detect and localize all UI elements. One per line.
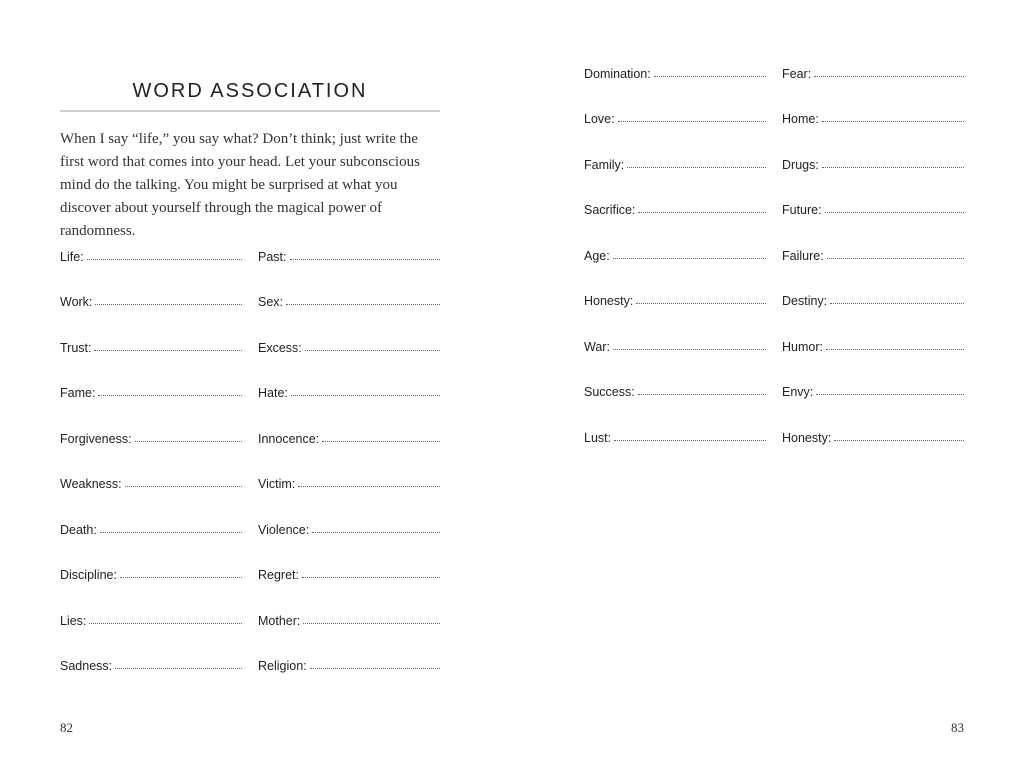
field-label: Forgiveness: bbox=[60, 432, 132, 446]
answer-field-victim[interactable] bbox=[258, 471, 440, 491]
answer-field-mother[interactable] bbox=[258, 608, 440, 628]
field-label: Violence: bbox=[258, 523, 310, 537]
answer-line bbox=[654, 76, 766, 77]
answer-line bbox=[638, 394, 766, 395]
field-label: Domination: bbox=[584, 67, 651, 81]
answer-line bbox=[305, 350, 440, 351]
field-label: Sex: bbox=[258, 295, 284, 309]
field-label: Innocence: bbox=[258, 432, 320, 446]
answer-field-discipline[interactable] bbox=[60, 562, 242, 582]
answer-line bbox=[120, 577, 242, 578]
answer-field-sex[interactable] bbox=[258, 289, 440, 309]
field-label: Trust: bbox=[60, 341, 92, 355]
answer-line bbox=[613, 258, 766, 259]
page-number-left: 82 bbox=[60, 720, 73, 735]
field-label: Hate: bbox=[258, 386, 288, 400]
field-label: Success: bbox=[584, 385, 635, 399]
field-label: Home: bbox=[782, 112, 819, 126]
answer-line bbox=[89, 623, 242, 624]
field-label: Excess: bbox=[258, 341, 302, 355]
field-label: Honesty: bbox=[584, 294, 634, 308]
answer-field-fame[interactable] bbox=[60, 380, 242, 400]
answer-field-weakness[interactable] bbox=[60, 471, 242, 491]
field-label: Humor: bbox=[782, 340, 823, 354]
answer-field-lies[interactable] bbox=[60, 608, 242, 628]
answer-field-love[interactable] bbox=[584, 106, 766, 126]
answer-line bbox=[322, 441, 440, 442]
answer-line bbox=[303, 623, 440, 624]
answer-field-failure[interactable] bbox=[782, 243, 964, 263]
field-label: Love: bbox=[584, 112, 615, 126]
answer-field-sacrifice[interactable] bbox=[584, 197, 766, 217]
answer-line bbox=[636, 303, 766, 304]
answer-line bbox=[822, 121, 964, 122]
answer-field-future[interactable] bbox=[782, 197, 964, 217]
answer-line bbox=[290, 259, 441, 260]
answer-line bbox=[95, 304, 242, 305]
answer-line bbox=[115, 668, 242, 669]
field-label: Weakness: bbox=[60, 477, 122, 491]
answer-line bbox=[822, 167, 964, 168]
field-label: Discipline: bbox=[60, 568, 117, 582]
answer-field-trust[interactable] bbox=[60, 335, 242, 355]
answer-line bbox=[834, 440, 964, 441]
answer-line bbox=[826, 349, 964, 350]
answer-field-regret[interactable] bbox=[258, 562, 440, 582]
field-label: Drugs: bbox=[782, 158, 819, 172]
answer-field-sadness[interactable] bbox=[60, 653, 242, 673]
answer-field-work[interactable] bbox=[60, 289, 242, 309]
answer-field-lust[interactable] bbox=[584, 425, 766, 445]
answer-field-humor[interactable] bbox=[782, 334, 964, 354]
field-label: Fame: bbox=[60, 386, 96, 400]
answer-field-success[interactable] bbox=[584, 379, 766, 399]
answer-line bbox=[830, 303, 964, 304]
field-label: Regret: bbox=[258, 568, 299, 582]
answer-field-forgiveness[interactable] bbox=[60, 426, 242, 446]
answer-field-family[interactable] bbox=[584, 152, 766, 172]
answer-field-past[interactable] bbox=[258, 244, 440, 264]
field-label: Envy: bbox=[782, 385, 814, 399]
answer-field-domination[interactable] bbox=[584, 61, 766, 81]
answer-field-drugs[interactable] bbox=[782, 152, 964, 172]
field-label: Family: bbox=[584, 158, 625, 172]
field-label: Sacrifice: bbox=[584, 203, 636, 217]
answer-field-war[interactable] bbox=[584, 334, 766, 354]
field-label: Religion: bbox=[258, 659, 307, 673]
answer-line bbox=[825, 212, 964, 213]
answer-line bbox=[291, 395, 440, 396]
field-label: War: bbox=[584, 340, 610, 354]
answer-field-home[interactable] bbox=[782, 106, 964, 126]
page-number-right: 83 bbox=[951, 720, 964, 735]
answer-field-honesty[interactable] bbox=[584, 288, 766, 308]
field-label: Future: bbox=[782, 203, 822, 217]
answer-line bbox=[125, 486, 242, 487]
answer-line bbox=[302, 577, 440, 578]
field-label: Sadness: bbox=[60, 659, 113, 673]
field-label: Failure: bbox=[782, 249, 824, 263]
answer-line bbox=[94, 350, 242, 351]
field-label: Fear: bbox=[782, 67, 812, 81]
answer-line bbox=[310, 668, 440, 669]
field-label: Lust: bbox=[584, 431, 612, 445]
title-rule bbox=[60, 110, 440, 112]
answer-field-fear[interactable] bbox=[782, 61, 964, 81]
field-label: Age: bbox=[584, 249, 610, 263]
field-label: Mother: bbox=[258, 614, 301, 628]
answer-line bbox=[98, 395, 242, 396]
answer-line bbox=[312, 532, 440, 533]
answer-line bbox=[135, 441, 242, 442]
answer-line bbox=[613, 349, 766, 350]
answer-line bbox=[627, 167, 766, 168]
field-label: Honesty: bbox=[782, 431, 832, 445]
field-label: Victim: bbox=[258, 477, 296, 491]
answer-field-hate[interactable] bbox=[258, 380, 440, 400]
answer-field-death[interactable] bbox=[60, 517, 242, 537]
answer-field-destiny[interactable] bbox=[782, 288, 964, 308]
field-label: Work: bbox=[60, 295, 93, 309]
answer-field-violence[interactable] bbox=[258, 517, 440, 537]
field-label: Death: bbox=[60, 523, 97, 537]
field-label: Destiny: bbox=[782, 294, 828, 308]
answer-field-envy[interactable] bbox=[782, 379, 964, 399]
answer-field-life[interactable] bbox=[60, 244, 242, 264]
answer-line bbox=[87, 259, 242, 260]
answer-line bbox=[614, 440, 766, 441]
field-label: Life: bbox=[60, 250, 84, 264]
field-label: Past: bbox=[258, 250, 287, 264]
answer-field-religion[interactable] bbox=[258, 653, 440, 673]
field-label: Lies: bbox=[60, 614, 87, 628]
answer-line bbox=[814, 76, 964, 77]
intro-paragraph: When I say “life,” you say what? Don’t think; just write the first word that comes into your head. Let your subconscious mind do the talking. You might be surprised at what you discover about yourself through the magical power of randomness. bbox=[60, 131, 420, 239]
answer-field-innocence[interactable] bbox=[258, 426, 440, 446]
answer-line bbox=[298, 486, 440, 487]
answer-field-excess[interactable] bbox=[258, 335, 440, 355]
answer-line bbox=[100, 532, 242, 533]
right-page bbox=[512, 0, 1024, 770]
page-title: WORD ASSOCIATION bbox=[132, 80, 368, 102]
answer-line bbox=[638, 212, 766, 213]
answer-line bbox=[618, 121, 766, 122]
answer-line bbox=[286, 304, 440, 305]
answer-field-honesty-2[interactable] bbox=[782, 425, 964, 445]
answer-line bbox=[827, 258, 964, 259]
answer-line bbox=[816, 394, 964, 395]
answer-field-age[interactable] bbox=[584, 243, 766, 263]
